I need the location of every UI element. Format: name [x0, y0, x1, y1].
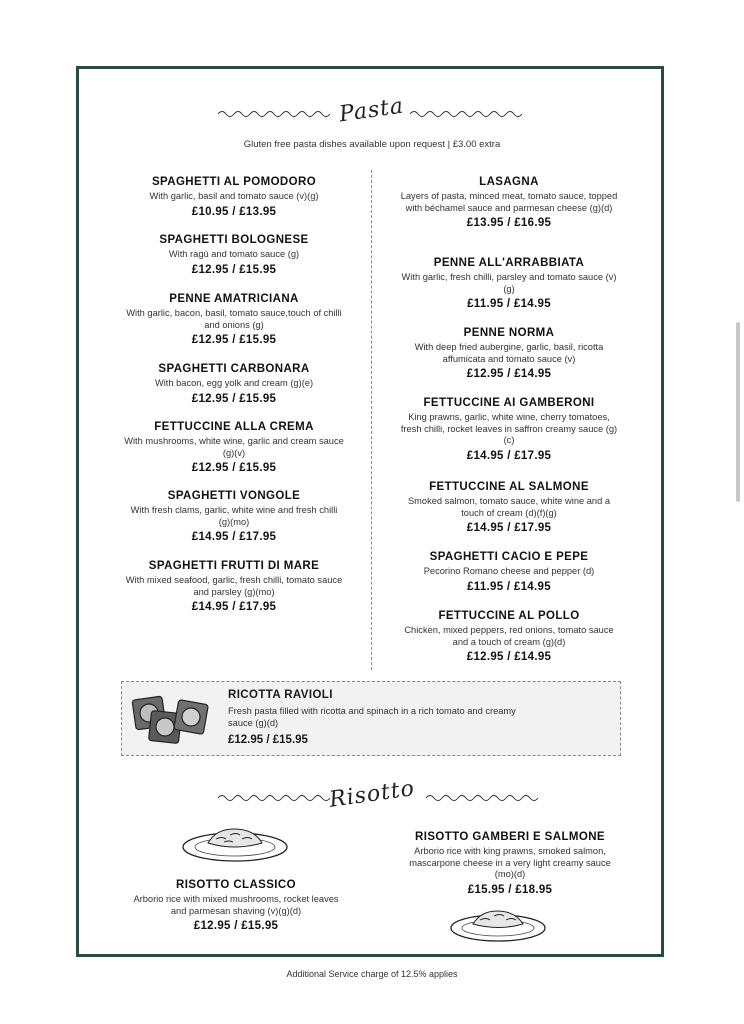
- item-name: RISOTTO CLASSICO: [176, 879, 296, 891]
- item-description: Pecorino Romano cheese and pepper (d): [423, 566, 595, 576]
- menu-item: [392, 257, 626, 310]
- item-description: With ragù and tomato sauce (g): [168, 249, 300, 259]
- item-price: £12.95 / £15.95: [191, 334, 277, 346]
- item-price: £14.95 / £17.95: [191, 601, 277, 613]
- risotto-heading: [0, 776, 744, 813]
- item-description: With deep fried aubergine, garlic, basil, ricotta affumicata and tomato sauce (v): [414, 342, 604, 364]
- menu-item: [118, 363, 350, 405]
- menu-item: [393, 831, 627, 896]
- item-description: King prawns, garlic, white wine, cherry tomatoes, fresh chilli, rocket leaves in saffron creamy sauce (g)(c): [400, 412, 618, 445]
- item-name: SPAGHETTI VONGOLE: [167, 490, 301, 502]
- pasta-title: Pasta: [337, 93, 407, 128]
- item-description: With mushrooms, white wine, garlic and cream sauce (g)(v): [124, 436, 344, 458]
- item-name: SPAGHETTI BOLOGNESE: [159, 234, 309, 246]
- item-description: Smoked salmon, tomato sauce, white wine and a touch of cream (d)(f)(g): [407, 496, 611, 518]
- pasta-right-column: [392, 176, 626, 663]
- ravioli-illustration: [128, 690, 216, 748]
- pasta-subtitle: Gluten free pasta dishes available upon request | £3.00 extra: [243, 139, 501, 150]
- page-scrollbar[interactable]: [736, 322, 740, 502]
- service-charge-note: Additional Service charge of 12.5% applies: [286, 969, 458, 979]
- menu-item: [392, 176, 626, 229]
- item-price: £12.95 / £14.95: [466, 368, 552, 380]
- item-description: Layers of pasta, minced meat, tomato sauce, topped with béchamel sauce and parmesan cheese (g)(d): [400, 191, 618, 213]
- pasta-heading: [0, 93, 744, 128]
- item-price: £14.95 / £17.95: [466, 449, 552, 462]
- column-divider: [371, 170, 372, 670]
- menu-item: [118, 176, 350, 218]
- item-name: PENNE AMATRICIANA: [169, 293, 299, 305]
- item-description: With garlic, basil and tomato sauce (v)(g): [149, 191, 319, 201]
- item-price: £14.95 / £17.95: [191, 531, 277, 543]
- menu-item: [118, 560, 350, 613]
- item-description: With fresh clams, garlic, white wine and fresh chilli (g)(mo): [130, 505, 338, 527]
- item-price: £12.95 / £14.95: [466, 651, 552, 663]
- featured-dish-box: [121, 681, 621, 756]
- item-price: £14.95 / £17.95: [466, 522, 552, 534]
- pasta-left-column: [118, 176, 350, 636]
- item-description: Arborio rice with mixed mushrooms, rocket leaves and parmesan shaving (v)(g)(d): [133, 894, 339, 916]
- item-name: SPAGHETTI AL POMODORO: [151, 176, 317, 188]
- menu-item: [120, 879, 352, 932]
- item-name: SPAGHETTI CARBONARA: [158, 363, 310, 375]
- risotto-plate-illustration: [180, 823, 290, 865]
- item-name: RISOTTO GAMBERI E SALMONE: [415, 831, 605, 843]
- featured-item-description: Fresh pasta filled with ricotta and spinach in a rich tomato and creamy sauce (g)(d): [228, 706, 516, 728]
- item-name: PENNE ALL'ARRABBIATA: [433, 257, 585, 269]
- menu-item: [392, 551, 626, 593]
- item-price: £11.95 / £14.95: [467, 298, 551, 310]
- item-name: FETTUCCINE AL SALMONE: [429, 481, 589, 493]
- risotto-title: Risotto: [327, 776, 417, 813]
- item-name: PENNE NORMA: [463, 327, 555, 339]
- item-price: £12.95 / £15.95: [191, 263, 277, 276]
- item-price: £11.95 / £14.95: [467, 580, 551, 593]
- menu-item: [392, 397, 626, 462]
- item-name: FETTUCCINE AL POLLO: [438, 610, 580, 622]
- item-name: SPAGHETTI FRUTTI DI MARE: [148, 560, 320, 572]
- item-price: £10.95 / £13.95: [191, 205, 277, 218]
- item-description: With mixed seafood, garlic, fresh chilli, tomato sauce and parsley (g)(mo): [125, 575, 343, 597]
- item-name: FETTUCCINE AI GAMBERONI: [423, 397, 595, 409]
- featured-item-price: £12.95 / £15.95: [228, 734, 308, 746]
- menu-item: [392, 327, 626, 380]
- item-price: £13.95 / £16.95: [466, 217, 552, 229]
- item-name: SPAGHETTI CACIO E PEPE: [429, 551, 589, 563]
- item-description: Arborio rice with king prawns, smoked salmon, mascarpone cheese in a very light creamy sauce (mo)(d): [409, 846, 611, 879]
- menu-item: [118, 234, 350, 276]
- item-price: £12.95 / £15.95: [193, 920, 279, 932]
- menu-item: [118, 421, 350, 474]
- item-name: LASAGNA: [479, 176, 539, 188]
- item-description: With garlic, fresh chilli, parsley and tomato sauce (v)(g): [401, 272, 617, 294]
- menu-item: [392, 610, 626, 663]
- item-description: With garlic, bacon, basil, tomato sauce,touch of chilli and onions (g): [126, 308, 342, 330]
- item-name: FETTUCCINE ALLA CREMA: [154, 421, 314, 433]
- item-price: £12.95 / £15.95: [191, 462, 277, 474]
- menu-item: [392, 481, 626, 534]
- risotto-plate-illustration: [448, 906, 548, 944]
- item-price: £12.95 / £15.95: [191, 392, 277, 405]
- item-description: With bacon, egg yolk and cream (g)(e): [154, 378, 314, 388]
- menu-item: [118, 490, 350, 543]
- item-price: £15.95 / £18.95: [467, 883, 553, 896]
- featured-item-name: RICOTTA RAVIOLI: [228, 689, 333, 701]
- item-description: Chicken, mixed peppers, red onions, tomato sauce and a touch of cream (g)(d): [404, 625, 614, 647]
- menu-item: [118, 293, 350, 346]
